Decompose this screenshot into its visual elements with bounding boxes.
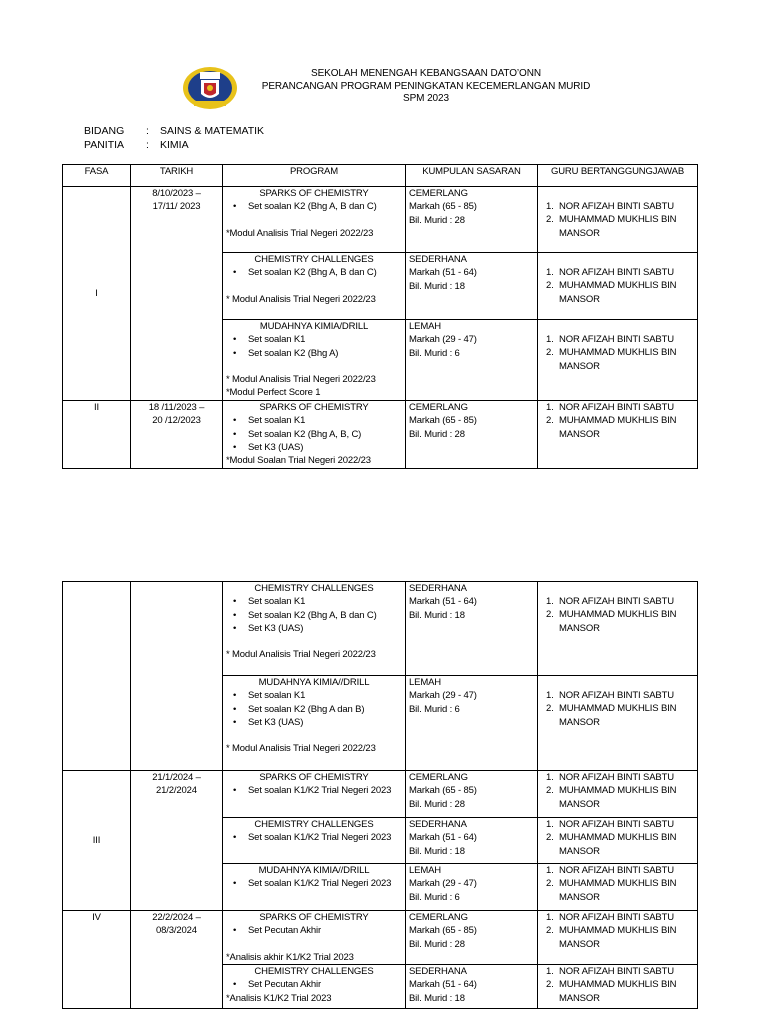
teacher-name: NOR AFIZAH BINTI SABTU: [559, 772, 674, 783]
table-row: [63, 187, 698, 253]
table-header-row: [63, 165, 698, 187]
program-cell: [223, 253, 406, 320]
list-number: 2.: [546, 878, 554, 890]
bidang-value: SAINS & MATEMATIK: [160, 125, 265, 137]
teacher-name: MUHAMMAD MUKHLIS BIN: [559, 280, 677, 292]
teacher-name: MUHAMMAD MUKHLIS BIN: [559, 214, 677, 226]
date-start: 21/1/2024 –: [152, 772, 201, 783]
list-item: [546, 771, 694, 784]
sasaran-cell: [406, 965, 538, 1009]
teacher-name: MUHAMMAD MUKHLIS BIN: [559, 609, 677, 621]
mark-range: Markah (29 - 47): [409, 334, 477, 346]
list-item: • Set soalan K2 (Bhg A, B, C): [248, 428, 402, 441]
list-item: • Set soalan K2 (Bhg A dan B): [248, 703, 402, 716]
list-item: • Set K3 (UAS): [248, 622, 402, 635]
date-end: 20 /12/2023: [152, 415, 201, 427]
list-item: [546, 414, 694, 441]
program-note: * Modul Analisis Trial Negeri 2022/23: [226, 293, 376, 305]
student-count: Bil. Murid : 18: [409, 992, 465, 1004]
program-title: MUDAHNYA KIMIA//DRILL: [258, 677, 370, 688]
program-note: *Modul Soalan Trial Negeri 2022/23: [226, 455, 371, 467]
list-item: [546, 877, 694, 904]
sasaran-cell: [406, 911, 538, 965]
list-item: [546, 266, 694, 279]
student-count: Bil. Murid : 18: [409, 280, 465, 292]
student-count: Bil. Murid : 18: [409, 609, 465, 621]
program-title: SPARKS OF CHEMISTRY: [259, 772, 369, 783]
guru-cell: [538, 911, 698, 965]
teacher-name: MANSOR: [559, 938, 600, 950]
sasaran-cell: [406, 771, 538, 818]
teacher-name: MUHAMMAD MUKHLIS BIN: [559, 785, 677, 797]
list-item: • Set soalan K1: [248, 414, 402, 427]
mark-range: Markah (65 - 85): [409, 925, 477, 937]
meta-row-bidang: [84, 124, 264, 138]
school-crest-icon: [180, 64, 240, 112]
list-item: [546, 213, 694, 240]
teacher-name: NOR AFIZAH BINTI SABTU: [559, 690, 674, 701]
program-cell: [223, 911, 406, 965]
col-header-kumpulan: KUMPULAN SASARAN: [406, 165, 538, 187]
list-item: [546, 978, 694, 1005]
list-item: [546, 346, 694, 373]
mark-range: Markah (51 - 64): [409, 596, 477, 608]
student-count: Bil. Murid : 18: [409, 845, 465, 857]
list-item: • Set Pecutan Akhir: [248, 978, 402, 991]
table-row: [63, 401, 698, 469]
program-note: *Modul Analisis Trial Negeri 2022/23: [226, 227, 374, 239]
teacher-name: MUHAMMAD MUKHLIS BIN: [559, 979, 677, 991]
tarikh-cell: [131, 187, 223, 401]
list-item: • Set K3 (UAS): [248, 716, 402, 729]
guru-cell: [538, 320, 698, 401]
list-item: • Set soalan K1/K2 Trial Negeri 2023: [248, 831, 402, 844]
sasaran-cell: [406, 320, 538, 401]
tarikh-cell: [131, 911, 223, 1009]
sasaran-cell: [406, 676, 538, 771]
program-cell: [223, 187, 406, 253]
list-item: [546, 279, 694, 306]
program-cell: [223, 676, 406, 771]
list-number: 1.: [546, 690, 554, 701]
group-label: LEMAH: [409, 677, 441, 688]
school-name: SEKOLAH MENENGAH KEBANGSAAN DATO’ONN: [311, 68, 541, 79]
list-number: 2.: [546, 347, 554, 359]
program-cell: [223, 401, 406, 469]
guru-cell: [538, 401, 698, 469]
teacher-name: NOR AFIZAH BINTI SABTU: [559, 912, 674, 923]
teacher-name: MANSOR: [559, 428, 600, 440]
colon: :: [146, 139, 149, 151]
program-title: SPARKS OF CHEMISTRY: [259, 912, 369, 923]
list-item: [546, 702, 694, 729]
list-item: • Set soalan K1/K2 Trial Negeri 2023: [248, 784, 402, 797]
program-cell: [223, 965, 406, 1009]
list-item: [546, 200, 694, 213]
student-count: Bil. Murid : 28: [409, 428, 465, 440]
sasaran-cell: [406, 864, 538, 911]
teacher-name: MANSOR: [559, 622, 600, 634]
teacher-name: MANSOR: [559, 891, 600, 903]
list-item: [546, 689, 694, 702]
teacher-name: MANSOR: [559, 227, 600, 239]
list-item: • Set K3 (UAS): [248, 441, 402, 454]
date-end: 21/2/2024: [156, 785, 197, 797]
group-label: SEDERHANA: [409, 583, 467, 594]
teacher-name: MUHAMMAD MUKHLIS BIN: [559, 415, 677, 427]
panitia-label: PANITIA: [84, 139, 125, 151]
teacher-name: NOR AFIZAH BINTI SABTU: [559, 966, 674, 977]
group-label: CEMERLANG: [409, 402, 468, 413]
teacher-name: MUHAMMAD MUKHLIS BIN: [559, 925, 677, 937]
mark-range: Markah (65 - 85): [409, 415, 477, 427]
program-title: CHEMISTRY CHALLENGES: [254, 583, 374, 594]
list-number: 1.: [546, 402, 554, 413]
group-label: SEDERHANA: [409, 966, 467, 977]
list-number: 1.: [546, 865, 554, 876]
group-label: SEDERHANA: [409, 819, 467, 830]
fasa-cell: IV: [63, 911, 131, 1009]
teacher-name: NOR AFIZAH BINTI SABTU: [559, 267, 674, 278]
tarikh-cell: [131, 582, 223, 771]
mark-range: Markah (29 - 47): [409, 878, 477, 890]
group-label: LEMAH: [409, 321, 441, 332]
list-number: 1.: [546, 912, 554, 923]
program-title: CHEMISTRY CHALLENGES: [254, 254, 374, 265]
program-title: SPARKS OF CHEMISTRY: [259, 188, 369, 199]
mark-range: Markah (29 - 47): [409, 690, 477, 702]
fasa-cell: II: [63, 401, 131, 469]
list-item: • Set soalan K2 (Bhg A, B dan C): [248, 266, 402, 279]
program-note: *Analisis K1/K2 Trial 2023: [226, 992, 332, 1004]
list-item: [546, 924, 694, 951]
teacher-name: NOR AFIZAH BINTI SABTU: [559, 201, 674, 212]
list-item: • Set soalan K1/K2 Trial Negeri 2023: [248, 877, 402, 890]
list-number: 2.: [546, 785, 554, 797]
student-count: Bil. Murid : 28: [409, 214, 465, 226]
list-item: [546, 401, 694, 414]
mark-range: Markah (65 - 85): [409, 201, 477, 213]
group-label: CEMERLANG: [409, 188, 468, 199]
list-item: • Set Pecutan Akhir: [248, 924, 402, 937]
teacher-name: MANSOR: [559, 360, 600, 372]
program-title: MUDAHNYA KIMIA/DRILL: [259, 321, 369, 332]
list-number: 2.: [546, 214, 554, 226]
list-number: 2.: [546, 609, 554, 621]
mark-range: Markah (51 - 64): [409, 267, 477, 279]
student-count: Bil. Murid : 28: [409, 798, 465, 810]
guru-cell: [538, 864, 698, 911]
list-item: [546, 864, 694, 877]
program-note: * Modul Analisis Trial Negeri 2022/23: [226, 743, 376, 755]
fasa-cell: [63, 582, 131, 771]
group-label: CEMERLANG: [409, 772, 468, 783]
colon: :: [146, 125, 149, 137]
date-start: 8/10/2023 –: [152, 188, 201, 199]
date-end: 08/3/2024: [156, 925, 197, 937]
teacher-name: MUHAMMAD MUKHLIS BIN: [559, 347, 677, 359]
program-title: MUDAHNYA KIMIA//DRILL: [258, 865, 370, 876]
teacher-name: NOR AFIZAH BINTI SABTU: [559, 402, 674, 413]
date-start: 18 /11/2023 –: [148, 402, 205, 413]
student-count: Bil. Murid : 6: [409, 703, 460, 715]
teacher-name: MANSOR: [559, 798, 600, 810]
table-row: [63, 582, 698, 676]
list-item: [546, 911, 694, 924]
mark-range: Markah (65 - 85): [409, 785, 477, 797]
teacher-name: MANSOR: [559, 992, 600, 1004]
list-item: • Set soalan K1: [248, 689, 402, 702]
program-note: * Modul Analisis Trial Negeri 2022/23: [226, 649, 376, 661]
list-item: [546, 784, 694, 811]
meta-info: [84, 124, 264, 152]
list-number: 2.: [546, 280, 554, 292]
list-item: [546, 333, 694, 346]
list-number: 2.: [546, 832, 554, 844]
document-header: [240, 68, 612, 106]
sasaran-cell: [406, 818, 538, 864]
fasa-cell: I: [63, 187, 131, 401]
teacher-name: MANSOR: [559, 293, 600, 305]
schedule-table-part1: [62, 164, 698, 469]
guru-cell: [538, 818, 698, 864]
program-cell: [223, 818, 406, 864]
teacher-name: MANSOR: [559, 716, 600, 728]
teacher-name: NOR AFIZAH BINTI SABTU: [559, 334, 674, 345]
teacher-name: MUHAMMAD MUKHLIS BIN: [559, 832, 677, 844]
guru-cell: [538, 187, 698, 253]
table-row: [63, 771, 698, 818]
guru-cell: [538, 676, 698, 771]
teacher-name: NOR AFIZAH BINTI SABTU: [559, 819, 674, 830]
col-header-program: PROGRAM: [223, 165, 406, 187]
program-title: SPARKS OF CHEMISTRY: [259, 402, 369, 413]
group-label: CEMERLANG: [409, 912, 468, 923]
guru-cell: [538, 582, 698, 676]
meta-row-panitia: [84, 138, 264, 152]
mark-range: Markah (51 - 64): [409, 979, 477, 991]
col-header-guru: GURU BERTANGGUNGJAWAB: [538, 165, 698, 187]
list-item: • Set soalan K1: [248, 595, 402, 608]
exam-year: SPM 2023: [403, 93, 449, 104]
list-number: 2.: [546, 415, 554, 427]
program-cell: [223, 582, 406, 676]
list-item: [546, 831, 694, 858]
mark-range: Markah (51 - 64): [409, 832, 477, 844]
table-row: [63, 911, 698, 965]
list-number: 2.: [546, 925, 554, 937]
col-header-fasa: FASA: [63, 165, 131, 187]
program-note: *Analisis akhir K1/K2 Trial 2023: [226, 951, 354, 963]
teacher-name: MUHAMMAD MUKHLIS BIN: [559, 878, 677, 890]
program-cell: [223, 320, 406, 401]
bidang-label: BIDANG: [84, 125, 125, 137]
teacher-name: MANSOR: [559, 845, 600, 857]
panitia-value: KIMIA: [160, 139, 189, 151]
teacher-name: MUHAMMAD MUKHLIS BIN: [559, 703, 677, 715]
list-item: [546, 818, 694, 831]
list-number: 1.: [546, 267, 554, 278]
sasaran-cell: [406, 401, 538, 469]
tarikh-cell: [131, 771, 223, 911]
schedule-table-part2: [62, 581, 698, 1009]
list-item: [546, 595, 694, 608]
col-header-tarikh: TARIKH: [131, 165, 223, 187]
teacher-name: NOR AFIZAH BINTI SABTU: [559, 596, 674, 607]
list-number: 1.: [546, 334, 554, 345]
group-label: SEDERHANA: [409, 254, 467, 265]
guru-cell: [538, 253, 698, 320]
list-item: • Set soalan K1: [248, 333, 402, 346]
list-number: 1.: [546, 966, 554, 977]
document-title: PERANCANGAN PROGRAM PENINGKATAN KECEMERLANGAN MURID: [261, 80, 591, 92]
fasa-cell: III: [63, 771, 131, 911]
student-count: Bil. Murid : 6: [409, 347, 460, 359]
list-item: [546, 608, 694, 635]
date-end: 17/11/ 2023: [152, 201, 201, 213]
program-cell: [223, 771, 406, 818]
list-item: • Set soalan K2 (Bhg A): [248, 347, 402, 360]
guru-cell: [538, 965, 698, 1009]
student-count: Bil. Murid : 6: [409, 891, 460, 903]
date-start: 22/2/2024 –: [152, 912, 201, 923]
student-count: Bil. Murid : 28: [409, 938, 465, 950]
list-number: 1.: [546, 201, 554, 212]
list-number: 2.: [546, 703, 554, 715]
tarikh-cell: [131, 401, 223, 469]
list-item: • Set soalan K2 (Bhg A, B dan C): [248, 200, 402, 213]
program-note: * Modul Analisis Trial Negeri 2022/23: [226, 373, 376, 385]
list-number: 1.: [546, 596, 554, 607]
sasaran-cell: [406, 253, 538, 320]
list-item: • Set soalan K2 (Bhg A, B dan C): [248, 609, 402, 622]
group-label: LEMAH: [409, 865, 441, 876]
list-number: 1.: [546, 819, 554, 830]
list-number: 2.: [546, 979, 554, 991]
program-note: *Modul Perfect Score 1: [226, 387, 321, 399]
program-title: CHEMISTRY CHALLENGES: [254, 966, 374, 977]
sasaran-cell: [406, 582, 538, 676]
list-item: [546, 965, 694, 978]
teacher-name: NOR AFIZAH BINTI SABTU: [559, 865, 674, 876]
program-cell: [223, 864, 406, 911]
sasaran-cell: [406, 187, 538, 253]
list-number: 1.: [546, 772, 554, 783]
program-title: CHEMISTRY CHALLENGES: [254, 819, 374, 830]
guru-cell: [538, 771, 698, 818]
